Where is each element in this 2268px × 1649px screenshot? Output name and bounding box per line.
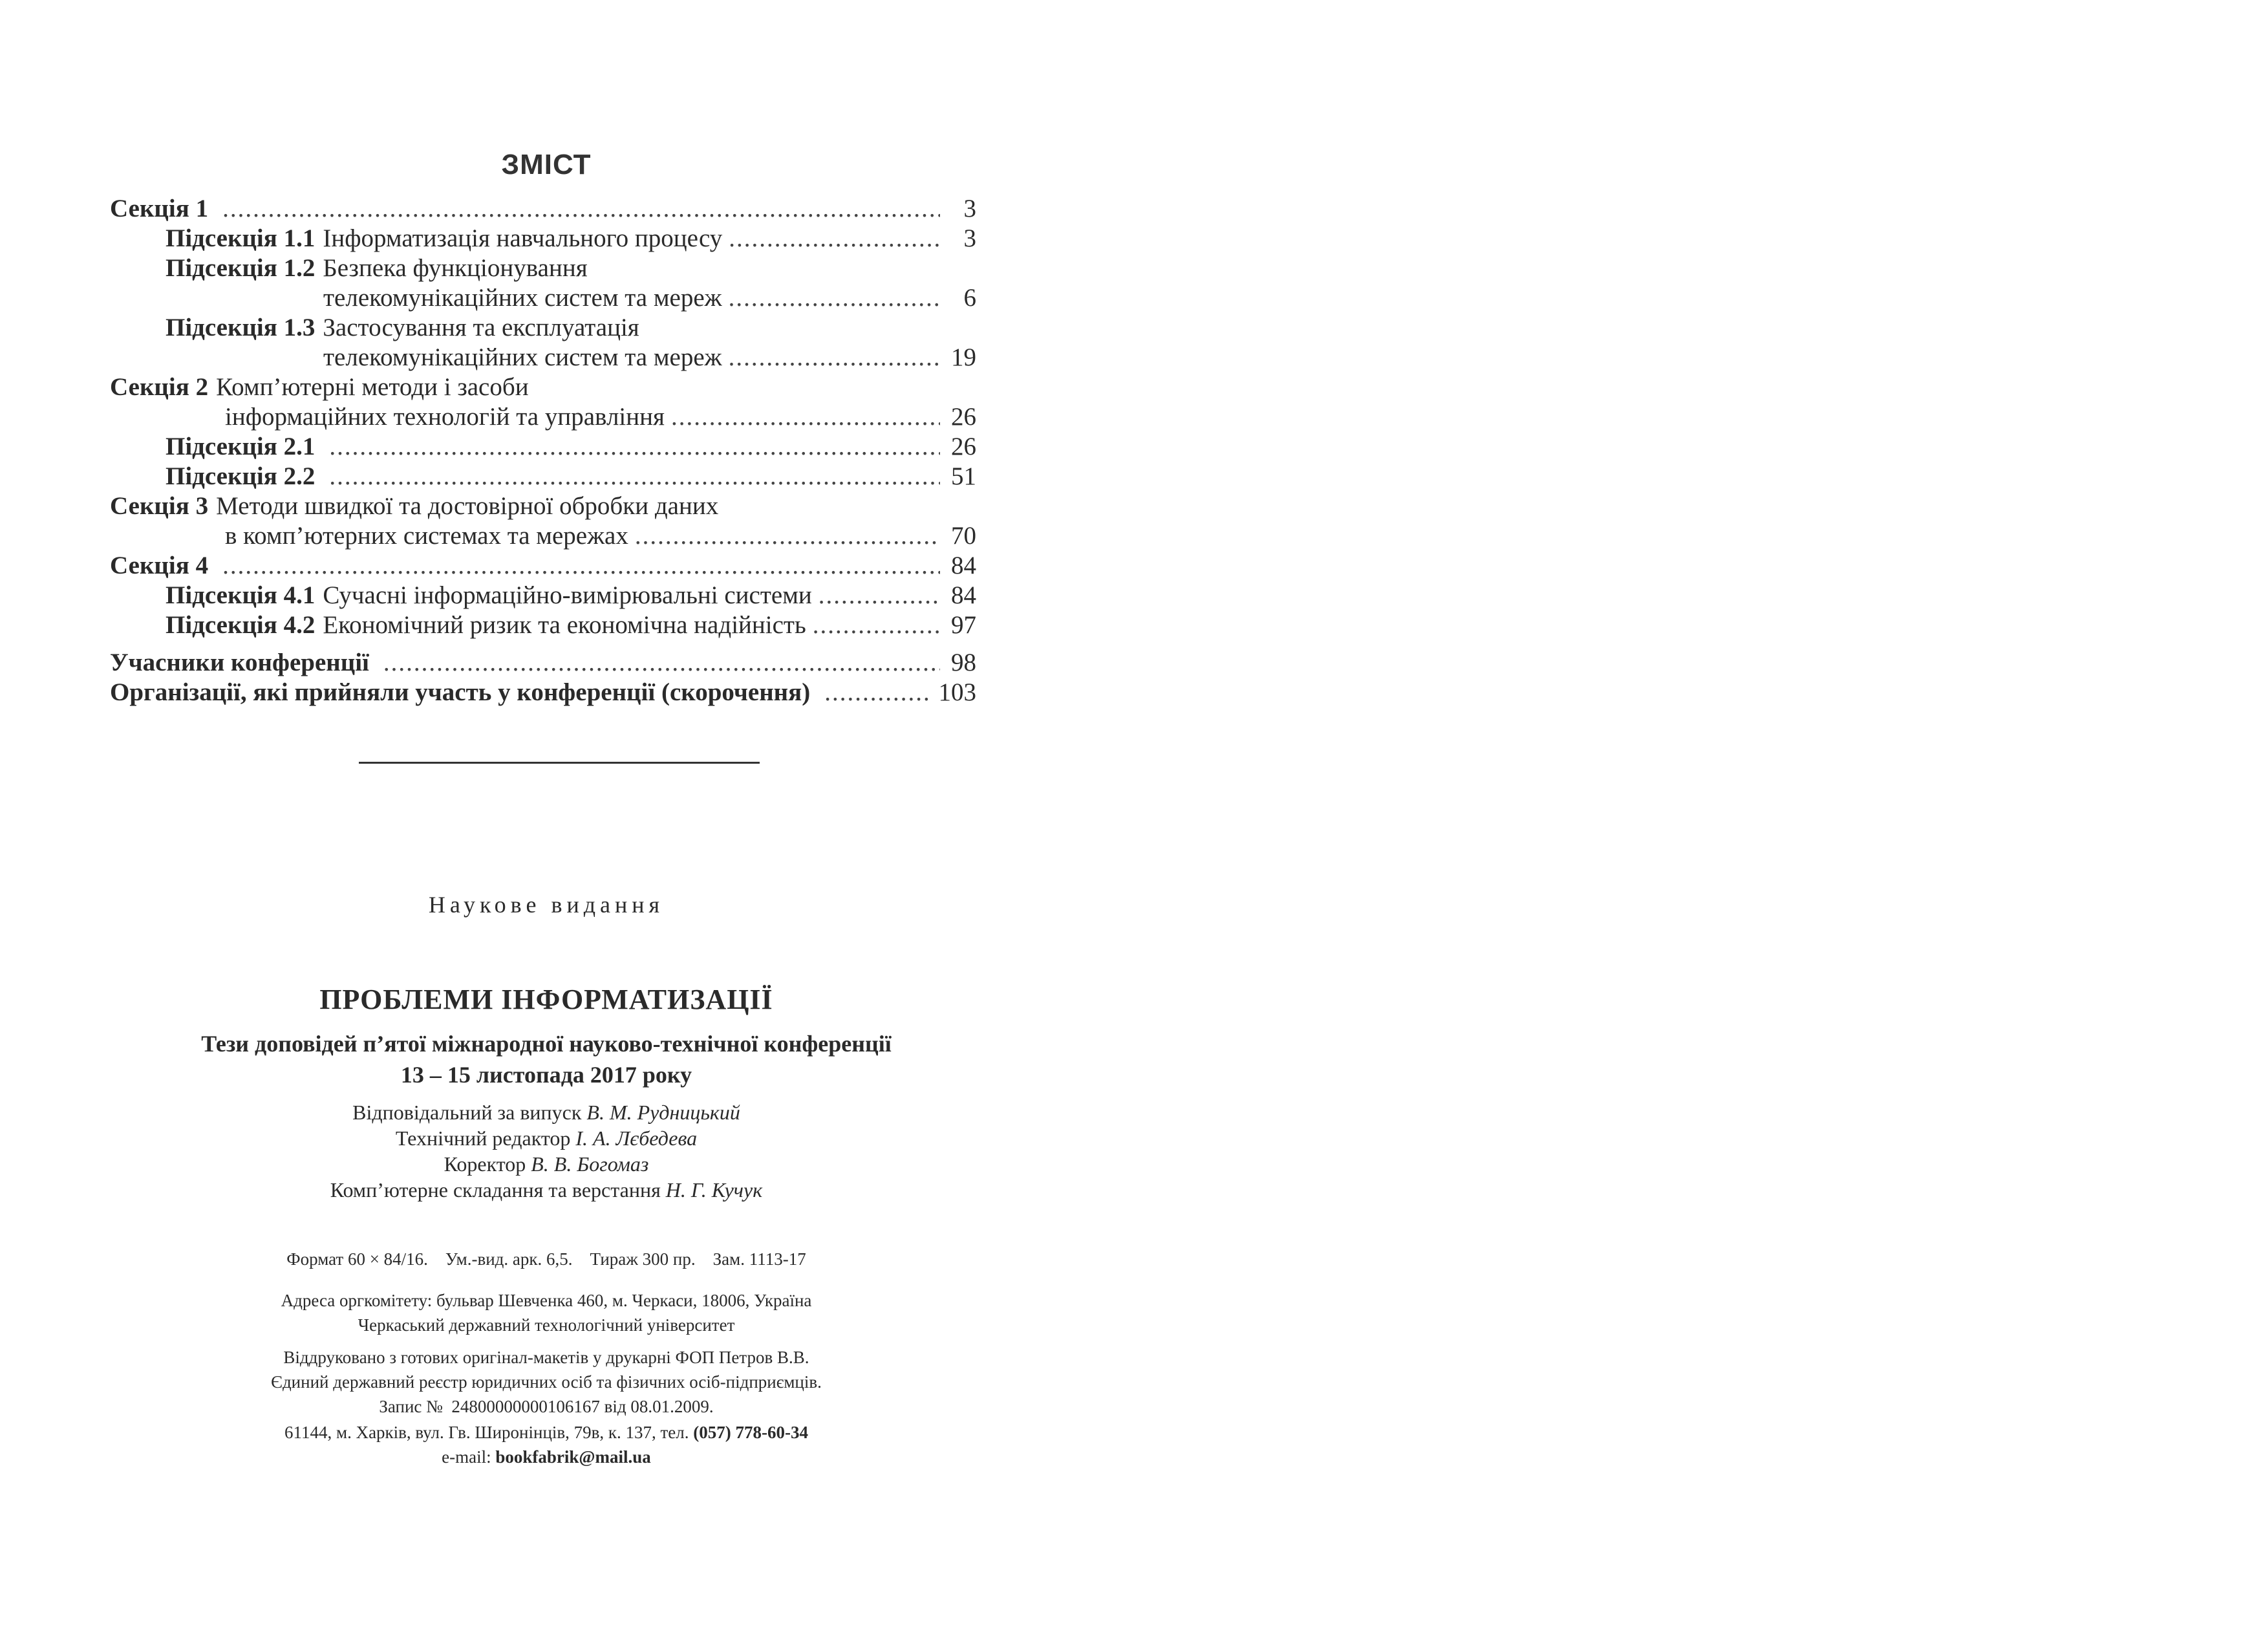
toc-leader-dots bbox=[671, 402, 940, 432]
toc-entry-label: Секція 3 bbox=[110, 492, 209, 520]
toc-page-number: 26 bbox=[951, 403, 976, 431]
toc-leader-dots bbox=[222, 194, 940, 224]
toc-entry bbox=[110, 551, 976, 581]
toc-page-number: 3 bbox=[963, 195, 976, 222]
toc-entry bbox=[166, 253, 976, 283]
credit-line: Комп’ютерне складання та верстання Н. Г. Кучук bbox=[330, 1178, 763, 1202]
toc-leader-dots bbox=[813, 610, 940, 640]
publication-type: Наукове видання bbox=[428, 892, 665, 918]
toc-entry-label: Секція 4 bbox=[110, 552, 209, 579]
toc-leader-dots bbox=[729, 283, 940, 313]
email-link[interactable]: bookfabrik@mail.ua bbox=[495, 1447, 651, 1467]
toc-entry bbox=[110, 491, 976, 521]
address-block bbox=[110, 1288, 983, 1337]
toc-entry bbox=[166, 313, 976, 343]
document-page bbox=[110, 0, 983, 1649]
toc-entry-text: телекомунікаційних систем та мереж bbox=[323, 284, 722, 312]
credits-block bbox=[110, 1099, 983, 1203]
toc-leader-dots bbox=[329, 462, 940, 491]
toc-leader-dots bbox=[222, 551, 940, 581]
toc-entry-text: Економічний ризик та економічна надійність bbox=[323, 611, 806, 639]
toc-entry-label: Підсекція 1.1 bbox=[166, 224, 316, 252]
toc-page-number: 19 bbox=[951, 343, 976, 371]
toc-leader-dots bbox=[824, 678, 932, 707]
toc-entry bbox=[110, 521, 976, 551]
toc-entry bbox=[110, 194, 976, 224]
toc-entry bbox=[110, 343, 976, 372]
toc-leader-dots bbox=[635, 521, 940, 551]
toc-title: ЗМІСТ bbox=[501, 149, 592, 180]
credit-line: Відповідальний за випуск В. М. Рудницький bbox=[352, 1101, 740, 1124]
publication-subtitle bbox=[110, 1028, 983, 1090]
toc-page-number: 103 bbox=[938, 678, 976, 706]
divider-rule bbox=[359, 762, 760, 764]
toc-entry-label: Секція 1 bbox=[110, 195, 209, 222]
toc-entry-text: Інформатизація навчального процесу bbox=[323, 224, 723, 252]
credit-line: Коректор В. В. Богомаз bbox=[444, 1152, 649, 1176]
toc-page-number: 98 bbox=[951, 649, 976, 676]
toc-entry-label: Підсекція 2.2 bbox=[166, 462, 316, 490]
toc-entry bbox=[110, 648, 976, 678]
toc-entry bbox=[110, 678, 976, 707]
toc-entry bbox=[166, 581, 976, 610]
toc-leader-dots bbox=[729, 343, 940, 372]
toc-entry bbox=[166, 610, 976, 640]
toc-entry-text: Сучасні інформаційно-вимірювальні системи bbox=[323, 581, 812, 609]
toc-page-number: 84 bbox=[951, 581, 976, 609]
toc-page-number: 70 bbox=[951, 522, 976, 550]
credit-line: Технічний редактор І. А. Лєбедева bbox=[395, 1126, 698, 1150]
printer-line-2: Єдиний державний реєстр юридичних осіб та фізичних осіб-підприємців. bbox=[271, 1372, 822, 1392]
toc-page-number: 26 bbox=[951, 433, 976, 460]
address-line-1: Адреса оргкомітету: бульвар Шевченка 460, м. Черкаси, 18006, Україна bbox=[281, 1291, 812, 1310]
toc-entry-text: Безпека функціонування bbox=[323, 254, 588, 282]
printer-block bbox=[110, 1345, 983, 1419]
toc-leader-dots bbox=[818, 581, 940, 610]
toc-entry bbox=[110, 283, 976, 313]
toc-entry-label: Підсекція 1.3 bbox=[166, 314, 316, 341]
toc-entry-text: інформаційних технологій та управління bbox=[225, 403, 665, 431]
toc-page-number: 51 bbox=[951, 462, 976, 490]
phone-number: (057) 778-60-34 bbox=[693, 1423, 808, 1442]
format-line: Формат 60 × 84/16. Ум.-вид. арк. 6,5. Тираж 300 пр. Зам. 1113-17 bbox=[286, 1249, 806, 1269]
toc-page-number: 3 bbox=[963, 224, 976, 252]
toc-entry bbox=[110, 372, 976, 402]
printer-line-1: Віддруковано з готових оригінал-макетів у друкарні ФОП Петров В.В. bbox=[283, 1348, 809, 1367]
toc-entry bbox=[166, 224, 976, 253]
toc-leader-dots bbox=[329, 432, 940, 462]
toc-entry bbox=[110, 402, 976, 432]
contact-line-1: 61144, м. Харків, вул. Гв. Широнінців, 79в, к. 137, тел. (057) 778-60-34 bbox=[284, 1423, 808, 1442]
toc-entry-label: Секція 2 bbox=[110, 373, 209, 401]
toc-leader-dots bbox=[383, 648, 940, 678]
toc-entry-text: в комп’ютерних системах та мережах bbox=[225, 522, 628, 550]
toc-entry-label: Організації, які прийняли участь у конференції (скорочення) bbox=[110, 678, 811, 706]
toc-entry bbox=[166, 462, 976, 491]
toc-page-number: 6 bbox=[963, 284, 976, 312]
toc-entry-label: Підсекція 4.1 bbox=[166, 581, 316, 609]
toc-entry-text: телекомунікаційних систем та мереж bbox=[323, 343, 722, 371]
toc-entry bbox=[166, 432, 976, 462]
toc-entry-label: Учасники конференції bbox=[110, 649, 369, 676]
toc-leader-dots bbox=[729, 224, 940, 253]
contact-line-2: e-mail: bookfabrik@mail.ua bbox=[442, 1447, 651, 1467]
toc-page-number: 84 bbox=[951, 552, 976, 579]
toc-entry-text: Комп’ютерні методи і засоби bbox=[216, 373, 529, 401]
toc-entry-label: Підсекція 4.2 bbox=[166, 611, 316, 639]
toc-entry-label: Підсекція 1.2 bbox=[166, 254, 316, 282]
subtitle-line-1: Тези доповідей п’ятої міжнародної науково-технічної конференції bbox=[201, 1031, 892, 1057]
printer-line-3: Запис № 24800000000106167 від 08.01.2009. bbox=[379, 1397, 714, 1416]
contact-block bbox=[110, 1420, 983, 1469]
toc-page-number: 97 bbox=[951, 611, 976, 639]
address-line-2: Черкаський державний технологічний університет bbox=[358, 1315, 735, 1335]
toc-entry-label: Підсекція 2.1 bbox=[166, 433, 316, 460]
publication-title: ПРОБЛЕМИ ІНФОРМАТИЗАЦІЇ bbox=[319, 984, 773, 1015]
subtitle-line-2: 13 – 15 листопада 2017 року bbox=[400, 1062, 692, 1088]
toc-entry-text: Застосування та експлуатація bbox=[323, 314, 639, 341]
toc-entry-text: Методи швидкої та достовірної обробки даних bbox=[216, 492, 719, 520]
table-of-contents bbox=[110, 194, 976, 707]
